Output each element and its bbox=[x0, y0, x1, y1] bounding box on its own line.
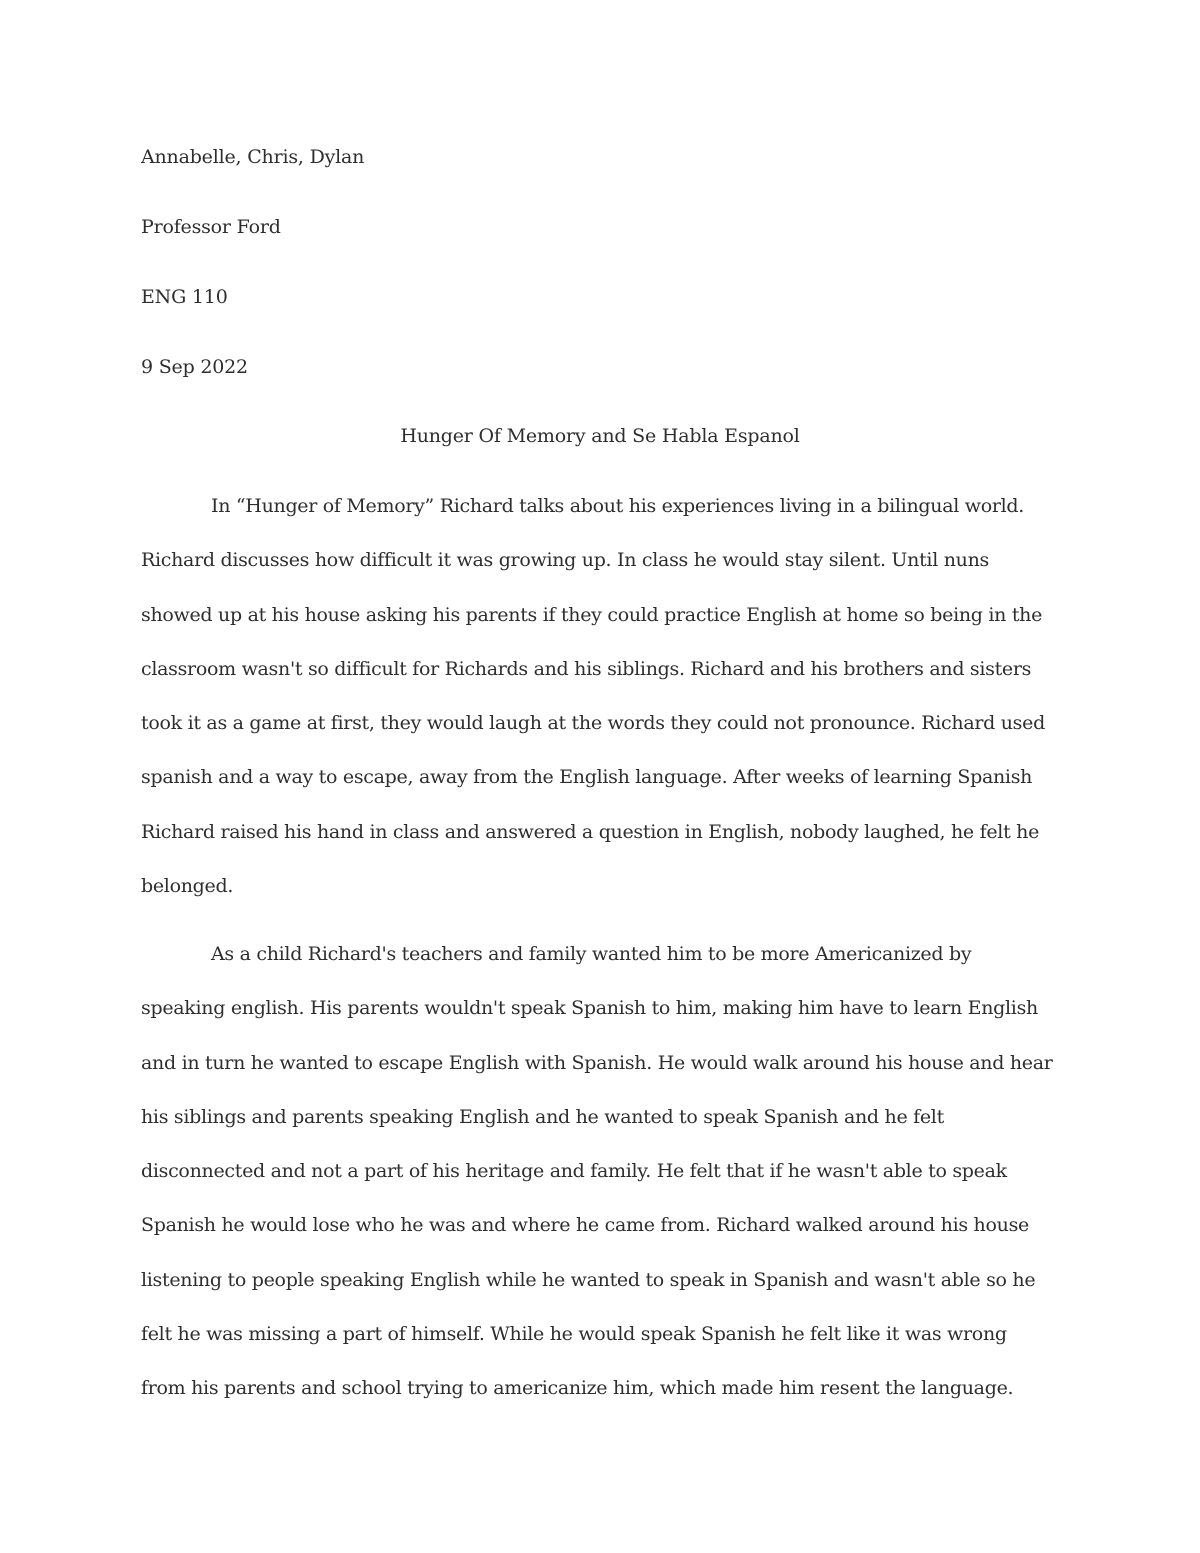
paragraph-line: speaking english. His parents wouldn't speak Spanish to him, making him have to learn English bbox=[141, 997, 1038, 1020]
paragraph-line: classroom wasn't so difficult for Richards and his siblings. Richard and his brothers and sisters bbox=[141, 657, 1032, 680]
paragraph-2 bbox=[141, 943, 1061, 1432]
essay-header bbox=[141, 146, 1061, 426]
paragraph-line: As a child Richard's teachers and family wanted him to be more Americanized by bbox=[211, 943, 972, 965]
paragraph-line: disconnected and not a part of his heritage and family. He felt that if he wasn't able to speak bbox=[141, 1160, 1007, 1183]
paragraph-line: Richard discusses how difficult it was growing up. In class he would stay silent. Until nuns bbox=[141, 549, 989, 572]
paragraph-line: In “Hunger of Memory” Richard talks about his experiences living in a bilingual world. bbox=[211, 495, 1025, 517]
paragraph-line: from his parents and school trying to americanize him, which made him resent the language. bbox=[141, 1377, 1014, 1400]
essay-date: 9 Sep 2022 bbox=[141, 356, 248, 378]
essay-title: Hunger Of Memory and Se Habla Espanol bbox=[400, 425, 800, 447]
paragraph-line: showed up at his house asking his parents if they could practice English at home so being in the bbox=[141, 603, 1043, 626]
professor-name: Professor Ford bbox=[141, 216, 281, 238]
paragraph-line: took it as a game at first, they would laugh at the words they could not pronounce. Richard used bbox=[141, 712, 1045, 735]
author-names: Annabelle, Chris, Dylan bbox=[141, 146, 365, 168]
paragraph-line: felt he was missing a part of himself. While he would speak Spanish he felt like it was wrong bbox=[141, 1323, 1007, 1346]
paragraph-line: spanish and a way to escape, away from the English language. After weeks of learning Spanish bbox=[141, 766, 1033, 789]
paragraph-line: Richard raised his hand in class and answered a question in English, nobody laughed, he felt he bbox=[141, 820, 1040, 843]
paragraph-line: listening to people speaking English while he wanted to speak in Spanish and wasn't able so he bbox=[141, 1268, 1036, 1291]
paragraph-line: Spanish he would lose who he was and where he came from. Richard walked around his house bbox=[141, 1214, 1029, 1237]
paragraph-1 bbox=[141, 495, 1061, 929]
paragraph-line: belonged. bbox=[141, 875, 234, 898]
course-name: ENG 110 bbox=[141, 286, 228, 308]
paragraph-line: his siblings and parents speaking English and he wanted to speak Spanish and he felt bbox=[141, 1105, 944, 1128]
paragraph-line: and in turn he wanted to escape English with Spanish. He would walk around his house and hear bbox=[141, 1051, 1053, 1074]
